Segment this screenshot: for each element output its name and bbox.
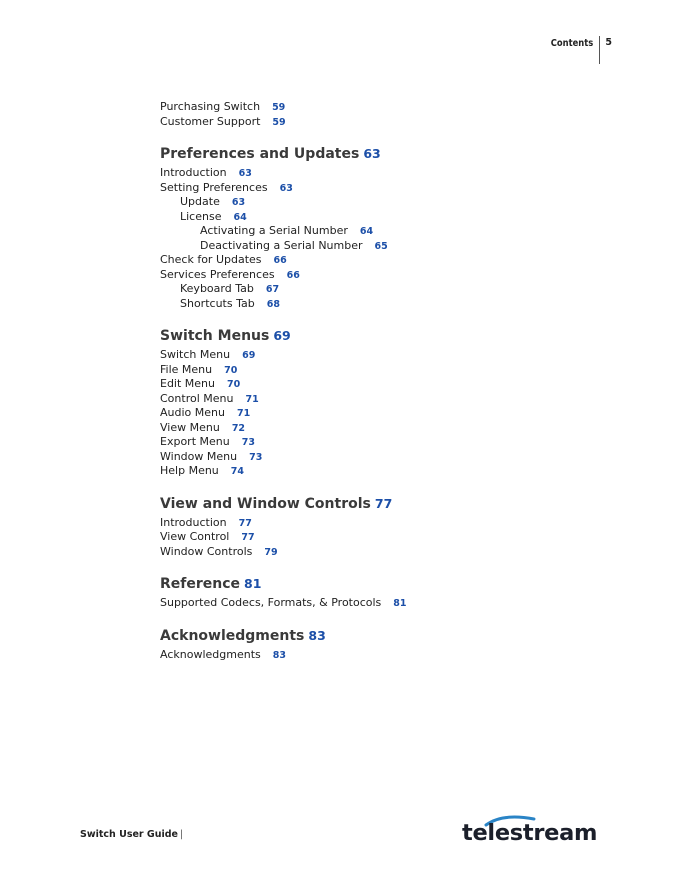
section-heading[interactable] — [160, 493, 620, 515]
toc-entry[interactable] — [160, 392, 620, 407]
toc-entry-page[interactable]: 66 — [286, 269, 300, 281]
toc-entry-page[interactable]: 71 — [245, 393, 259, 405]
toc-entry-label: View Menu — [160, 420, 220, 434]
toc-section — [160, 625, 620, 663]
section-heading[interactable] — [160, 325, 620, 347]
section-heading-title: Acknowledgments — [160, 627, 305, 644]
toc-entry-page[interactable]: 79 — [264, 546, 278, 558]
toc-entry[interactable] — [160, 648, 620, 663]
toc-entry-label: Deactivating a Serial Number — [200, 238, 363, 252]
toc-entry[interactable] — [160, 530, 620, 545]
toc-entry-label: Purchasing Switch — [160, 100, 261, 113]
toc-entry-label: Setting Preferences — [160, 180, 268, 194]
toc-section — [160, 143, 620, 311]
toc-entry-label: Check for Updates — [160, 253, 262, 266]
toc-entry[interactable] — [160, 297, 620, 312]
toc-entry[interactable] — [160, 435, 620, 450]
section-heading-page[interactable]: 77 — [374, 495, 393, 511]
toc-entry-page[interactable]: 74 — [230, 466, 245, 477]
toc-entry[interactable] — [160, 348, 620, 363]
toc-entry-label: Shortcuts Tab — [180, 296, 255, 310]
toc-entry-label: Help Menu — [160, 464, 219, 477]
toc-entry-label: Window Controls — [160, 544, 253, 558]
toc-top-entries — [160, 100, 620, 129]
telestream-logo — [462, 812, 606, 846]
toc-entry[interactable] — [160, 210, 620, 225]
footer-separator: | — [179, 829, 184, 840]
section-heading[interactable] — [160, 143, 620, 165]
toc-entry[interactable] — [160, 406, 620, 421]
toc-entry-label: Audio Menu — [160, 406, 225, 419]
toc-entry-page[interactable]: 73 — [249, 451, 263, 463]
toc-entry-page[interactable]: 63 — [238, 168, 252, 179]
toc-entry[interactable] — [160, 421, 620, 436]
section-heading[interactable] — [160, 625, 620, 647]
toc-entry-label: Introduction — [160, 166, 227, 179]
toc-entry-page[interactable]: 63 — [231, 197, 246, 208]
toc-entry[interactable] — [160, 268, 620, 283]
toc-entry[interactable] — [160, 545, 620, 560]
toc-section — [160, 573, 620, 611]
logo-text: telestream — [462, 820, 598, 846]
toc-entry-page[interactable]: 69 — [242, 350, 256, 361]
toc-entry-page[interactable]: 64 — [233, 211, 247, 223]
toc-entry-page[interactable]: 68 — [266, 298, 280, 310]
toc-entry-page[interactable]: 63 — [279, 182, 293, 194]
toc-entry-page[interactable]: 67 — [265, 284, 280, 295]
toc-entry[interactable] — [160, 596, 620, 611]
section-heading-title: Reference — [160, 576, 241, 592]
toc-entry-label: Acknowledgments — [160, 647, 261, 661]
toc-entry-label: Control Menu — [160, 391, 234, 405]
toc-entry-label: Activating a Serial Number — [200, 224, 348, 237]
toc-entry[interactable] — [160, 282, 620, 297]
toc-entry[interactable] — [160, 450, 620, 465]
section-heading-page[interactable]: 69 — [273, 328, 291, 343]
section-heading-title: Preferences and Updates — [160, 146, 360, 162]
toc-entry-label: Supported Codecs, Formats, & Protocols — [160, 596, 382, 609]
toc-entry-page[interactable]: 81 — [393, 598, 407, 609]
toc-entry-label: Window Menu — [160, 449, 238, 463]
section-heading-page[interactable]: 81 — [244, 576, 262, 591]
toc-entry-page[interactable]: 59 — [272, 102, 286, 113]
toc-entry-page[interactable]: 70 — [224, 364, 238, 376]
section-heading-page[interactable]: 83 — [308, 627, 326, 643]
section-heading-title: Switch Menus — [160, 328, 270, 344]
section-heading-title: View and Window Controls — [160, 495, 371, 512]
toc-entry-page[interactable]: 64 — [359, 226, 374, 237]
toc-entry-label: Export Menu — [160, 435, 230, 448]
toc-entry[interactable] — [160, 363, 620, 378]
page-footer — [80, 829, 183, 840]
table-of-contents — [160, 100, 620, 676]
toc-entry[interactable] — [160, 166, 620, 181]
header-title: Contents — [550, 38, 594, 49]
toc-entry-page[interactable]: 59 — [272, 116, 286, 128]
section-heading[interactable] — [160, 573, 620, 595]
running-header — [545, 36, 612, 64]
toc-entry[interactable] — [160, 224, 620, 239]
toc-entry-label: License — [180, 209, 222, 223]
header-page-number: 5 — [605, 37, 612, 48]
toc-entry[interactable] — [160, 100, 620, 115]
toc-entry-page[interactable]: 77 — [241, 532, 255, 543]
toc-entry[interactable] — [160, 181, 620, 196]
toc-entry[interactable] — [160, 239, 620, 254]
toc-entry-page[interactable]: 77 — [238, 517, 252, 529]
toc-entry[interactable] — [160, 253, 620, 268]
toc-entry-label: Keyboard Tab — [180, 282, 254, 295]
toc-entry-label: Update — [180, 195, 220, 208]
toc-entry-page[interactable]: 71 — [236, 408, 251, 419]
toc-entry-page[interactable]: 70 — [227, 379, 241, 390]
toc-entry[interactable] — [160, 516, 620, 531]
toc-section — [160, 493, 620, 560]
toc-entry-page[interactable]: 66 — [273, 255, 287, 266]
toc-entry-page[interactable]: 73 — [241, 437, 255, 448]
toc-entry-label: Customer Support — [160, 114, 261, 128]
toc-entry-page[interactable]: 65 — [374, 240, 388, 252]
header-divider — [599, 36, 600, 64]
toc-entry-label: Edit Menu — [160, 377, 215, 390]
toc-entry[interactable] — [160, 115, 620, 130]
toc-entry[interactable] — [160, 464, 620, 479]
toc-entry-page[interactable]: 83 — [272, 649, 286, 661]
toc-entry-label: View Control — [160, 530, 230, 543]
toc-sections — [160, 143, 620, 662]
section-heading-page[interactable]: 63 — [363, 146, 381, 161]
toc-entry-page[interactable]: 72 — [231, 422, 246, 434]
toc-entry-label: Introduction — [160, 515, 227, 529]
footer-guide-title: Switch User Guide — [80, 829, 178, 840]
toc-entry[interactable] — [160, 377, 620, 392]
toc-section — [160, 325, 620, 479]
toc-entry[interactable] — [160, 195, 620, 210]
toc-entry-label: File Menu — [160, 362, 213, 376]
toc-entry-label: Switch Menu — [160, 348, 231, 361]
toc-entry-label: Services Preferences — [160, 267, 275, 281]
